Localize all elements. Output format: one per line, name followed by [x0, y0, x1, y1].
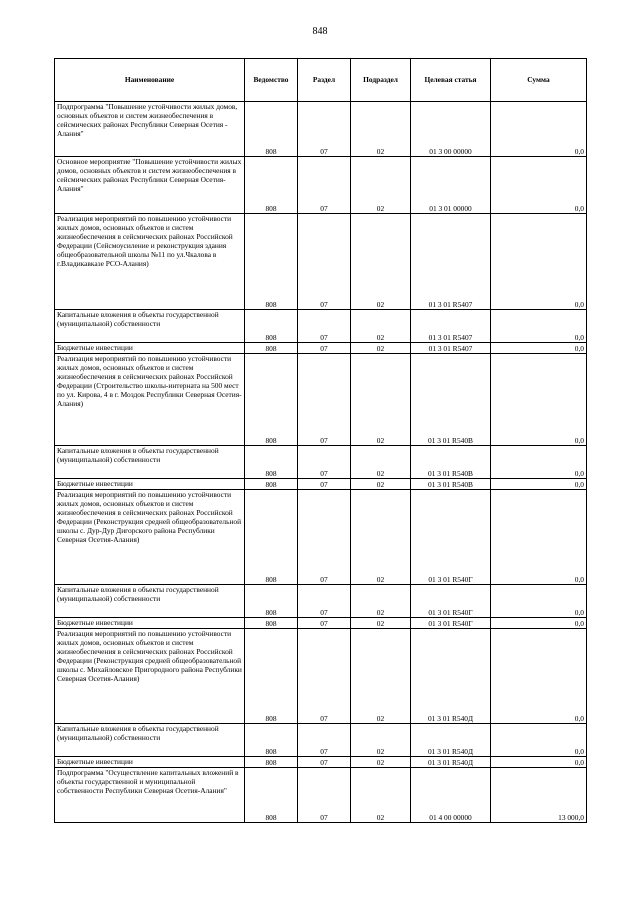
row-podrazdel: 02	[351, 768, 411, 823]
row-razdel: 07	[298, 629, 351, 724]
row-podrazdel: 02	[351, 310, 411, 343]
page-number: 848	[312, 26, 328, 37]
row-podrazdel: 02	[351, 724, 411, 757]
table-row	[55, 310, 587, 343]
row-podrazdel: 02	[351, 479, 411, 490]
row-razdel: 07	[298, 157, 351, 214]
table-row	[55, 214, 587, 310]
row-razdel: 07	[298, 724, 351, 757]
table-row	[55, 479, 587, 490]
table-row	[55, 757, 587, 768]
header-vedomstvo: Ведомство	[245, 59, 298, 102]
table-row	[55, 629, 587, 724]
row-vedomstvo: 808	[245, 354, 298, 446]
row-razdel: 07	[298, 102, 351, 157]
table-row	[55, 724, 587, 757]
row-summa: 13 000,0	[491, 768, 587, 823]
row-podrazdel: 02	[351, 343, 411, 354]
row-summa: 0,0	[491, 618, 587, 629]
row-celevaya-statya: 01 4 00 00000	[411, 768, 491, 823]
row-name: Капитальные вложения в объекты государственной (муниципальной) собственности	[55, 585, 245, 618]
header-celevaya-statya: Целевая статья	[411, 59, 491, 102]
table-row	[55, 343, 587, 354]
row-vedomstvo: 808	[245, 343, 298, 354]
row-vedomstvo: 808	[245, 490, 298, 585]
row-razdel: 07	[298, 310, 351, 343]
row-celevaya-statya: 01 3 01 R5407	[411, 310, 491, 343]
row-vedomstvo: 808	[245, 446, 298, 479]
row-razdel: 07	[298, 618, 351, 629]
row-summa: 0,0	[491, 214, 587, 310]
row-summa: 0,0	[491, 724, 587, 757]
row-celevaya-statya: 01 3 01 00000	[411, 157, 491, 214]
row-vedomstvo: 808	[245, 102, 298, 157]
row-razdel: 07	[298, 757, 351, 768]
row-summa: 0,0	[491, 354, 587, 446]
table-row	[55, 446, 587, 479]
row-name: Реализация мероприятий по повышению устойчивости жилых домов, основных объектов и систем жизнеобеспечения в сейсмических районах Российской Федерации (Реконструкция средней общеобразовательной школы с. Дур-Дур Дигорского района Республики Северная Осетия-Алания)	[55, 490, 245, 585]
row-summa: 0,0	[491, 490, 587, 585]
row-summa: 0,0	[491, 585, 587, 618]
row-summa: 0,0	[491, 310, 587, 343]
row-vedomstvo: 808	[245, 479, 298, 490]
row-celevaya-statya: 01 3 01 R540Г	[411, 585, 491, 618]
row-vedomstvo: 808	[245, 629, 298, 724]
row-celevaya-statya: 01 3 01 R540В	[411, 354, 491, 446]
row-razdel: 07	[298, 214, 351, 310]
row-razdel: 07	[298, 354, 351, 446]
row-vedomstvo: 808	[245, 214, 298, 310]
row-podrazdel: 02	[351, 629, 411, 724]
table-row	[55, 768, 587, 823]
row-vedomstvo: 808	[245, 757, 298, 768]
row-razdel: 07	[298, 343, 351, 354]
row-name: Основное мероприятие "Повышение устойчивости жилых домов, основных объектов и систем жизнеобеспечения в сейсмических районах Республики Северная Осетия-Алания"	[55, 157, 245, 214]
row-name: Бюджетные инвестиции	[55, 757, 245, 768]
row-celevaya-statya: 01 3 01 R540Д	[411, 629, 491, 724]
row-summa: 0,0	[491, 629, 587, 724]
row-celevaya-statya: 01 3 00 00000	[411, 102, 491, 157]
row-razdel: 07	[298, 490, 351, 585]
row-name: Реализация мероприятий по повышению устойчивости жилых домов, основных объектов и систем жизнеобеспечения в сейсмических районах Российской Федерации (Строительство школы-интерната на 500 мест по ул. Кирова, 4 в г. Моздок Республики Северная Осетия-Алания)	[55, 354, 245, 446]
row-name: Капитальные вложения в объекты государственной (муниципальной) собственности	[55, 310, 245, 343]
row-name: Подпрограмма "Повышение устойчивости жилых домов, основных объектов и систем жизнеобеспечения в сейсмических районах Республики Северная Осетия - Алания"	[55, 102, 245, 157]
row-celevaya-statya: 01 3 01 R540В	[411, 446, 491, 479]
row-vedomstvo: 808	[245, 768, 298, 823]
row-vedomstvo: 808	[245, 618, 298, 629]
row-name: Подпрограмма "Осуществление капитальных вложений в объекты государственной и муниципальной собственности Республики Северная Осетия-Алания"	[55, 768, 245, 823]
row-summa: 0,0	[491, 446, 587, 479]
row-podrazdel: 02	[351, 490, 411, 585]
row-summa: 0,0	[491, 102, 587, 157]
row-celevaya-statya: 01 3 01 R540Г	[411, 490, 491, 585]
row-summa: 0,0	[491, 157, 587, 214]
table-row	[55, 490, 587, 585]
row-name: Бюджетные инвестиции	[55, 479, 245, 490]
row-vedomstvo: 808	[245, 724, 298, 757]
row-name: Капитальные вложения в объекты государственной (муниципальной) собственности	[55, 724, 245, 757]
table-header-row	[55, 59, 587, 102]
row-razdel: 07	[298, 446, 351, 479]
row-podrazdel: 02	[351, 157, 411, 214]
row-razdel: 07	[298, 585, 351, 618]
row-celevaya-statya: 01 3 01 R5407	[411, 214, 491, 310]
row-vedomstvo: 808	[245, 157, 298, 214]
table-row	[55, 157, 587, 214]
table-row	[55, 102, 587, 157]
row-summa: 0,0	[491, 343, 587, 354]
row-summa: 0,0	[491, 479, 587, 490]
row-podrazdel: 02	[351, 102, 411, 157]
row-name: Реализация мероприятий по повышению устойчивости жилых домов, основных объектов и систем жизнеобеспечения в сейсмических районах Российской Федерации (Сейсмоусиление и реконструкция здания общеобразовательной школы №11 по ул.Чкалова в г.Владикавказе РСО-Алания)	[55, 214, 245, 310]
row-vedomstvo: 808	[245, 585, 298, 618]
row-razdel: 07	[298, 479, 351, 490]
row-razdel: 07	[298, 768, 351, 823]
row-podrazdel: 02	[351, 757, 411, 768]
row-celevaya-statya: 01 3 01 R540Г	[411, 618, 491, 629]
table-row	[55, 585, 587, 618]
row-podrazdel: 02	[351, 446, 411, 479]
row-name: Бюджетные инвестиции	[55, 618, 245, 629]
row-podrazdel: 02	[351, 585, 411, 618]
row-vedomstvo: 808	[245, 310, 298, 343]
table-row	[55, 354, 587, 446]
row-name: Бюджетные инвестиции	[55, 343, 245, 354]
row-celevaya-statya: 01 3 01 R540Д	[411, 757, 491, 768]
row-celevaya-statya: 01 3 01 R540Д	[411, 724, 491, 757]
budget-table	[54, 58, 587, 823]
row-podrazdel: 02	[351, 618, 411, 629]
table-row	[55, 618, 587, 629]
row-celevaya-statya: 01 3 01 R5407	[411, 343, 491, 354]
row-podrazdel: 02	[351, 354, 411, 446]
row-summa: 0,0	[491, 757, 587, 768]
header-razdel: Раздел	[298, 59, 351, 102]
header-podrazdel: Подраздел	[351, 59, 411, 102]
header-name: Наименование	[55, 59, 245, 102]
row-name: Реализация мероприятий по повышению устойчивости жилых домов, основных объектов и систем жизнеобеспечения в сейсмических районах Российской Федерации (Реконструкция средней общеобразовательной школы с. Михайловское Пригородного района Республики Северная Осетия-Алания)	[55, 629, 245, 724]
row-podrazdel: 02	[351, 214, 411, 310]
row-celevaya-statya: 01 3 01 R540В	[411, 479, 491, 490]
row-name: Капитальные вложения в объекты государственной (муниципальной) собственности	[55, 446, 245, 479]
header-summa: Сумма	[491, 59, 587, 102]
